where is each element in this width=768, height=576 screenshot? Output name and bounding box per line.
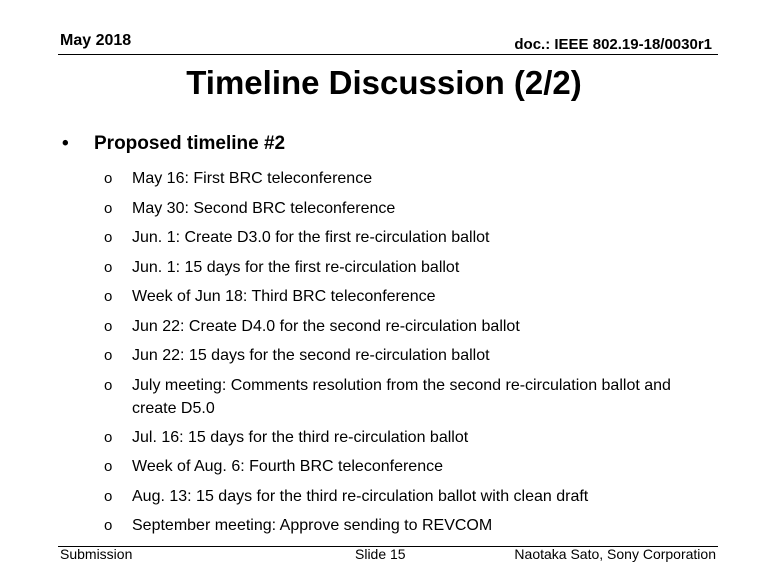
- list-item: [104, 312, 704, 342]
- header-rule: [58, 54, 718, 55]
- list-item: [104, 282, 704, 312]
- main-bullet: [62, 133, 285, 155]
- list-item: [104, 511, 704, 541]
- sub-bullet-marker: o: [104, 288, 113, 305]
- list-item-text: Week of Jun 18: Third BRC teleconference: [132, 288, 436, 305]
- list-item-text: Week of Aug. 6: Fourth BRC teleconference: [132, 458, 443, 475]
- sub-bullet-marker: o: [104, 517, 113, 534]
- list-item: [104, 341, 704, 371]
- bullet-marker: •: [62, 133, 69, 154]
- list-item: [104, 423, 704, 453]
- list-item: [104, 223, 704, 253]
- list-item-text: Aug. 13: 15 days for the third re-circulation ballot with clean draft: [132, 487, 589, 505]
- sub-bullet-marker: o: [104, 199, 113, 217]
- list-item-text: July meeting: Comments resolution from the second re-circulation ballot and create D5.0: [132, 376, 671, 417]
- list-item-text: Jun. 1: 15 days for the first re-circulation ballot: [132, 258, 460, 276]
- sub-bullet-marker: o: [104, 376, 113, 394]
- sub-bullet-marker: o: [104, 317, 113, 335]
- list-item-text: Jun. 1: Create D3.0 for the first re-circulation ballot: [132, 229, 490, 246]
- main-bullet-text: Proposed timeline #2: [94, 133, 286, 154]
- timeline-list: [104, 164, 704, 541]
- list-item: [104, 374, 704, 420]
- list-item-text: Jul. 16: 15 days for the third re-circulation ballot: [132, 428, 469, 446]
- sub-bullet-marker: o: [104, 347, 113, 364]
- sub-bullet-marker: o: [104, 428, 113, 446]
- list-item: [104, 164, 704, 194]
- list-item: [104, 482, 704, 512]
- sub-bullet-marker: o: [104, 458, 113, 475]
- sub-bullet-marker: o: [104, 170, 113, 187]
- list-item-text: September meeting: Approve sending to REVCOM: [132, 517, 493, 534]
- sub-bullet-marker: o: [104, 258, 113, 276]
- header-date: May 2018: [60, 32, 132, 49]
- footer-slide-number: Slide 15: [355, 546, 406, 562]
- sub-bullet-marker: o: [104, 229, 113, 246]
- footer-submission: Submission: [60, 546, 133, 562]
- footer-author: Naotaka Sato, Sony Corporation: [514, 546, 716, 562]
- sub-bullet-marker: o: [104, 487, 113, 505]
- header-doc-id: doc.: IEEE 802.19-18/0030r1: [514, 36, 712, 53]
- list-item: [104, 253, 704, 283]
- list-item: [104, 194, 704, 224]
- list-item-text: May 16: First BRC teleconference: [132, 170, 373, 187]
- list-item: [104, 452, 704, 482]
- slide-title: Timeline Discussion (2/2): [186, 64, 582, 101]
- list-item-text: May 30: Second BRC teleconference: [132, 199, 396, 217]
- list-item-text: Jun 22: 15 days for the second re-circulation ballot: [132, 347, 490, 364]
- list-item-text: Jun 22: Create D4.0 for the second re-circulation ballot: [132, 317, 520, 335]
